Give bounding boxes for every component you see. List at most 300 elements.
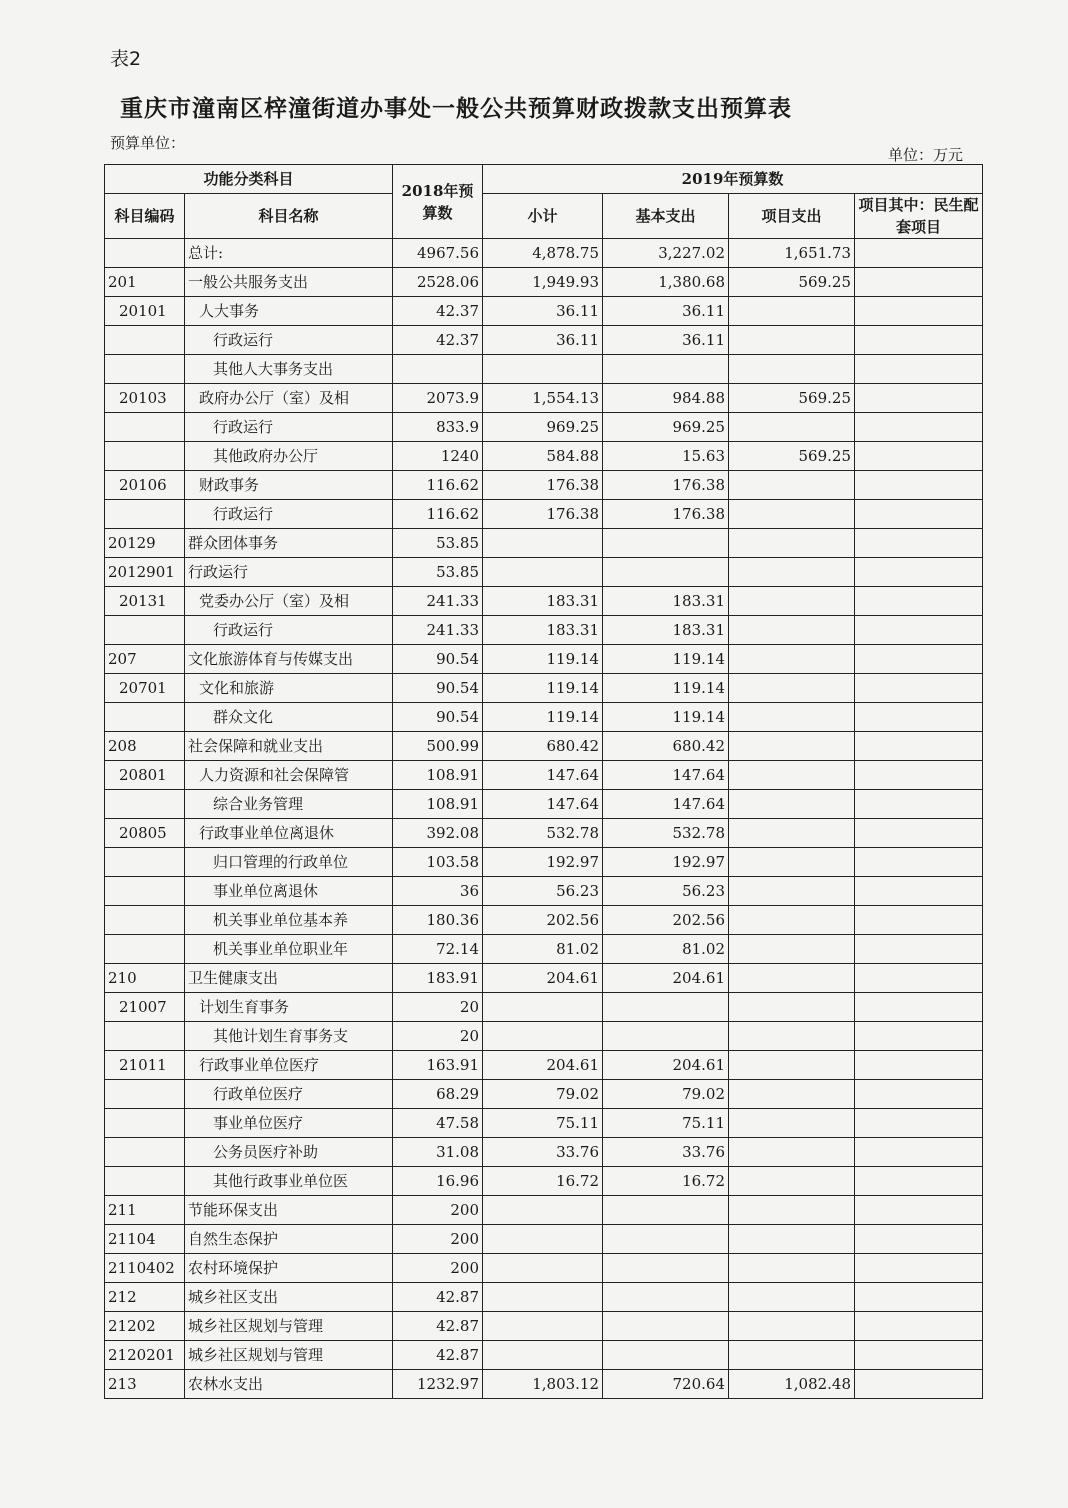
subject-code-cell	[105, 1109, 185, 1138]
basic-expenditure-cell: 204.61	[603, 964, 729, 993]
subject-code-cell	[105, 1138, 185, 1167]
table-row	[105, 1109, 983, 1138]
basic-expenditure-cell: 16.72	[603, 1167, 729, 1196]
livelihood-project-cell	[855, 761, 983, 790]
table-row	[105, 239, 983, 268]
subject-name-cell: 其他人大事务支出	[185, 355, 393, 384]
subtotal-2019-cell: 176.38	[483, 471, 603, 500]
project-expenditure-cell: 569.25	[729, 268, 855, 297]
subtotal-2019-cell: 147.64	[483, 761, 603, 790]
header-livelihood-project: 项目其中：民生配套项目	[855, 194, 983, 239]
project-expenditure-cell	[729, 500, 855, 529]
table-row	[105, 471, 983, 500]
basic-expenditure-cell	[603, 1196, 729, 1225]
subtotal-2019-cell: 1,554.13	[483, 384, 603, 413]
basic-expenditure-cell: 56.23	[603, 877, 729, 906]
subject-name-cell: 事业单位医疗	[185, 1109, 393, 1138]
budget-2018-cell: 108.91	[393, 790, 483, 819]
subject-code-cell	[105, 1022, 185, 1051]
table-row	[105, 1283, 983, 1312]
livelihood-project-cell	[855, 471, 983, 500]
table-row	[105, 1167, 983, 1196]
livelihood-project-cell	[855, 906, 983, 935]
project-expenditure-cell	[729, 297, 855, 326]
table-row	[105, 761, 983, 790]
subject-code-cell	[105, 1167, 185, 1196]
subject-name-cell: 文化和旅游	[185, 674, 393, 703]
livelihood-project-cell	[855, 1022, 983, 1051]
basic-expenditure-cell	[603, 1022, 729, 1051]
subtotal-2019-cell	[483, 1196, 603, 1225]
budget-2018-cell: 200	[393, 1225, 483, 1254]
subtotal-2019-cell: 183.31	[483, 587, 603, 616]
livelihood-project-cell	[855, 355, 983, 384]
table-row	[105, 790, 983, 819]
basic-expenditure-cell: 15.63	[603, 442, 729, 471]
livelihood-project-cell	[855, 1312, 983, 1341]
livelihood-project-cell	[855, 1138, 983, 1167]
livelihood-project-cell	[855, 993, 983, 1022]
livelihood-project-cell	[855, 500, 983, 529]
subtotal-2019-cell	[483, 1254, 603, 1283]
table-row	[105, 1080, 983, 1109]
budget-2018-cell: 833.9	[393, 413, 483, 442]
subject-name-cell: 农林水支出	[185, 1370, 393, 1399]
subject-code-cell	[105, 703, 185, 732]
subject-name-cell: 城乡社区支出	[185, 1283, 393, 1312]
basic-expenditure-cell: 204.61	[603, 1051, 729, 1080]
basic-expenditure-cell: 119.14	[603, 645, 729, 674]
table-row	[105, 500, 983, 529]
project-expenditure-cell	[729, 616, 855, 645]
header-subject-name: 科目名称	[185, 194, 393, 239]
subject-name-cell: 机关事业单位职业年	[185, 935, 393, 964]
basic-expenditure-cell: 119.14	[603, 674, 729, 703]
table-row	[105, 848, 983, 877]
table-row	[105, 964, 983, 993]
basic-expenditure-cell	[603, 1312, 729, 1341]
basic-expenditure-cell: 119.14	[603, 703, 729, 732]
subtotal-2019-cell: 1,949.93	[483, 268, 603, 297]
subject-name-cell: 政府办公厅（室）及相	[185, 384, 393, 413]
subtotal-2019-cell: 79.02	[483, 1080, 603, 1109]
livelihood-project-cell	[855, 1167, 983, 1196]
budget-2018-cell: 68.29	[393, 1080, 483, 1109]
subject-name-cell: 机关事业单位基本养	[185, 906, 393, 935]
subtotal-2019-cell: 36.11	[483, 297, 603, 326]
budget-2018-cell: 20	[393, 993, 483, 1022]
subject-name-cell: 行政事业单位医疗	[185, 1051, 393, 1080]
budget-2018-cell: 47.58	[393, 1109, 483, 1138]
livelihood-project-cell	[855, 239, 983, 268]
subtotal-2019-cell	[483, 558, 603, 587]
budget-2018-cell: 163.91	[393, 1051, 483, 1080]
subject-name-cell: 总计:	[185, 239, 393, 268]
subject-code-cell: 20131	[105, 587, 185, 616]
subtotal-2019-cell	[483, 529, 603, 558]
subtotal-2019-cell	[483, 1225, 603, 1254]
subject-code-cell: 2012901	[105, 558, 185, 587]
livelihood-project-cell	[855, 1051, 983, 1080]
basic-expenditure-cell: 3,227.02	[603, 239, 729, 268]
basic-expenditure-cell: 176.38	[603, 500, 729, 529]
subject-name-cell: 城乡社区规划与管理	[185, 1312, 393, 1341]
table-row	[105, 442, 983, 471]
budget-table-body	[105, 239, 983, 1399]
basic-expenditure-cell: 532.78	[603, 819, 729, 848]
basic-expenditure-cell: 183.31	[603, 616, 729, 645]
table-row	[105, 616, 983, 645]
budget-2018-cell: 241.33	[393, 616, 483, 645]
budget-2018-cell: 116.62	[393, 500, 483, 529]
budget-2018-cell	[393, 355, 483, 384]
subtotal-2019-cell: 119.14	[483, 674, 603, 703]
basic-expenditure-cell: 81.02	[603, 935, 729, 964]
project-expenditure-cell	[729, 993, 855, 1022]
subtotal-2019-cell: 202.56	[483, 906, 603, 935]
header-2018-budget: 2018年预算数	[393, 165, 483, 239]
header-2019-budget: 2019年预算数	[483, 165, 983, 194]
header-subject-code: 科目编码	[105, 194, 185, 239]
project-expenditure-cell	[729, 529, 855, 558]
subject-name-cell: 其他行政事业单位医	[185, 1167, 393, 1196]
subtotal-2019-cell: 119.14	[483, 703, 603, 732]
project-expenditure-cell	[729, 964, 855, 993]
livelihood-project-cell	[855, 1196, 983, 1225]
subject-code-cell	[105, 239, 185, 268]
table-row	[105, 1370, 983, 1399]
project-expenditure-cell	[729, 558, 855, 587]
subject-name-cell: 其他政府办公厅	[185, 442, 393, 471]
basic-expenditure-cell	[603, 1341, 729, 1370]
subject-name-cell: 行政运行	[185, 413, 393, 442]
project-expenditure-cell	[729, 761, 855, 790]
budget-2018-cell: 42.87	[393, 1341, 483, 1370]
livelihood-project-cell	[855, 529, 983, 558]
livelihood-project-cell	[855, 645, 983, 674]
livelihood-project-cell	[855, 1109, 983, 1138]
project-expenditure-cell	[729, 906, 855, 935]
subject-code-cell: 21202	[105, 1312, 185, 1341]
header-project-expenditure: 项目支出	[729, 194, 855, 239]
project-expenditure-cell	[729, 326, 855, 355]
budget-2018-cell: 200	[393, 1196, 483, 1225]
basic-expenditure-cell	[603, 558, 729, 587]
subtotal-2019-cell: 680.42	[483, 732, 603, 761]
project-expenditure-cell	[729, 848, 855, 877]
budget-2018-cell: 36	[393, 877, 483, 906]
subtotal-2019-cell: 192.97	[483, 848, 603, 877]
basic-expenditure-cell	[603, 529, 729, 558]
table-row	[105, 645, 983, 674]
subtotal-2019-cell: 204.61	[483, 1051, 603, 1080]
table-row	[105, 558, 983, 587]
livelihood-project-cell	[855, 1283, 983, 1312]
basic-expenditure-cell: 75.11	[603, 1109, 729, 1138]
project-expenditure-cell	[729, 587, 855, 616]
subject-code-cell	[105, 326, 185, 355]
header-basic-expenditure: 基本支出	[603, 194, 729, 239]
livelihood-project-cell	[855, 384, 983, 413]
subtotal-2019-cell	[483, 355, 603, 384]
budget-2018-cell: 241.33	[393, 587, 483, 616]
basic-expenditure-cell	[603, 1254, 729, 1283]
table-row	[105, 703, 983, 732]
subject-code-cell: 211	[105, 1196, 185, 1225]
budget-2018-cell: 42.37	[393, 326, 483, 355]
table-row	[105, 993, 983, 1022]
subject-name-cell: 农村环境保护	[185, 1254, 393, 1283]
subtotal-2019-cell: 147.64	[483, 790, 603, 819]
subject-code-cell: 208	[105, 732, 185, 761]
project-expenditure-cell	[729, 703, 855, 732]
subject-name-cell: 群众文化	[185, 703, 393, 732]
project-expenditure-cell	[729, 471, 855, 500]
basic-expenditure-cell	[603, 1225, 729, 1254]
basic-expenditure-cell: 79.02	[603, 1080, 729, 1109]
table-row	[105, 1225, 983, 1254]
basic-expenditure-cell: 36.11	[603, 326, 729, 355]
livelihood-project-cell	[855, 1254, 983, 1283]
table-row	[105, 935, 983, 964]
project-expenditure-cell	[729, 413, 855, 442]
basic-expenditure-cell: 176.38	[603, 471, 729, 500]
table-row	[105, 268, 983, 297]
budget-unit-label: 预算单位：	[110, 134, 186, 152]
basic-expenditure-cell	[603, 1283, 729, 1312]
subtotal-2019-cell: 81.02	[483, 935, 603, 964]
subject-code-cell: 20801	[105, 761, 185, 790]
subject-code-cell	[105, 877, 185, 906]
project-expenditure-cell	[729, 1225, 855, 1254]
table-row	[105, 819, 983, 848]
subtotal-2019-cell: 969.25	[483, 413, 603, 442]
table-row	[105, 529, 983, 558]
subject-code-cell	[105, 906, 185, 935]
subject-name-cell: 行政运行	[185, 616, 393, 645]
subtotal-2019-cell: 176.38	[483, 500, 603, 529]
project-expenditure-cell: 1,651.73	[729, 239, 855, 268]
budget-2018-cell: 72.14	[393, 935, 483, 964]
subject-name-cell: 社会保障和就业支出	[185, 732, 393, 761]
subtotal-2019-cell	[483, 1283, 603, 1312]
budget-2018-cell: 90.54	[393, 674, 483, 703]
table-row	[105, 1196, 983, 1225]
livelihood-project-cell	[855, 819, 983, 848]
page-title: 重庆市潼南区梓潼街道办事处一般公共预算财政拨款支出预算表	[120, 95, 792, 122]
livelihood-project-cell	[855, 1341, 983, 1370]
subject-name-cell: 财政事务	[185, 471, 393, 500]
subject-code-cell: 21104	[105, 1225, 185, 1254]
basic-expenditure-cell: 1,380.68	[603, 268, 729, 297]
subject-code-cell: 20103	[105, 384, 185, 413]
table-row	[105, 587, 983, 616]
subject-code-cell: 210	[105, 964, 185, 993]
budget-table	[104, 164, 983, 1399]
subtotal-2019-cell: 4,878.75	[483, 239, 603, 268]
basic-expenditure-cell: 720.64	[603, 1370, 729, 1399]
project-expenditure-cell	[729, 877, 855, 906]
project-expenditure-cell	[729, 1022, 855, 1051]
subtotal-2019-cell: 119.14	[483, 645, 603, 674]
subject-name-cell: 公务员医疗补助	[185, 1138, 393, 1167]
livelihood-project-cell	[855, 587, 983, 616]
budget-2018-cell: 42.87	[393, 1312, 483, 1341]
subject-name-cell: 其他计划生育事务支	[185, 1022, 393, 1051]
basic-expenditure-cell: 36.11	[603, 297, 729, 326]
subject-code-cell	[105, 848, 185, 877]
project-expenditure-cell	[729, 1109, 855, 1138]
table-row	[105, 384, 983, 413]
basic-expenditure-cell: 33.76	[603, 1138, 729, 1167]
subject-code-cell	[105, 616, 185, 645]
table-row	[105, 877, 983, 906]
subject-code-cell: 20106	[105, 471, 185, 500]
project-expenditure-cell	[729, 1196, 855, 1225]
budget-2018-cell: 20	[393, 1022, 483, 1051]
project-expenditure-cell	[729, 1080, 855, 1109]
livelihood-project-cell	[855, 442, 983, 471]
subject-code-cell	[105, 442, 185, 471]
currency-unit-label: 单位：万元	[888, 146, 964, 164]
budget-2018-cell: 42.87	[393, 1283, 483, 1312]
livelihood-project-cell	[855, 326, 983, 355]
subject-name-cell: 行政事业单位离退休	[185, 819, 393, 848]
subtotal-2019-cell: 584.88	[483, 442, 603, 471]
subject-name-cell: 综合业务管理	[185, 790, 393, 819]
basic-expenditure-cell: 680.42	[603, 732, 729, 761]
budget-2018-cell: 2528.06	[393, 268, 483, 297]
subtotal-2019-cell	[483, 1341, 603, 1370]
subtotal-2019-cell	[483, 1312, 603, 1341]
subject-name-cell: 人大事务	[185, 297, 393, 326]
subtotal-2019-cell: 33.76	[483, 1138, 603, 1167]
budget-2018-cell: 53.85	[393, 558, 483, 587]
subtotal-2019-cell: 36.11	[483, 326, 603, 355]
livelihood-project-cell	[855, 964, 983, 993]
budget-2018-cell: 90.54	[393, 703, 483, 732]
subject-code-cell: 201	[105, 268, 185, 297]
subject-code-cell: 20101	[105, 297, 185, 326]
livelihood-project-cell	[855, 1080, 983, 1109]
subject-code-cell: 2110402	[105, 1254, 185, 1283]
subtotal-2019-cell: 532.78	[483, 819, 603, 848]
basic-expenditure-cell	[603, 993, 729, 1022]
project-expenditure-cell	[729, 674, 855, 703]
budget-2018-cell: 42.37	[393, 297, 483, 326]
subtotal-2019-cell: 56.23	[483, 877, 603, 906]
budget-2018-cell: 1240	[393, 442, 483, 471]
subtotal-2019-cell: 16.72	[483, 1167, 603, 1196]
budget-2018-cell: 2073.9	[393, 384, 483, 413]
basic-expenditure-cell: 192.97	[603, 848, 729, 877]
budget-2018-cell: 31.08	[393, 1138, 483, 1167]
subject-name-cell: 行政运行	[185, 558, 393, 587]
table-row	[105, 906, 983, 935]
project-expenditure-cell	[729, 935, 855, 964]
basic-expenditure-cell: 969.25	[603, 413, 729, 442]
project-expenditure-cell	[729, 355, 855, 384]
table-row	[105, 1051, 983, 1080]
header-function-classification: 功能分类科目	[105, 165, 393, 194]
project-expenditure-cell	[729, 1341, 855, 1370]
livelihood-project-cell	[855, 616, 983, 645]
table-row	[105, 297, 983, 326]
budget-2018-cell: 500.99	[393, 732, 483, 761]
livelihood-project-cell	[855, 413, 983, 442]
subtotal-2019-cell: 204.61	[483, 964, 603, 993]
subject-code-cell: 213	[105, 1370, 185, 1399]
table-row	[105, 732, 983, 761]
header-subtotal: 小计	[483, 194, 603, 239]
subject-name-cell: 计划生育事务	[185, 993, 393, 1022]
subject-code-cell: 21011	[105, 1051, 185, 1080]
basic-expenditure-cell: 202.56	[603, 906, 729, 935]
budget-2018-cell: 116.62	[393, 471, 483, 500]
livelihood-project-cell	[855, 1225, 983, 1254]
subject-name-cell: 文化旅游体育与传媒支出	[185, 645, 393, 674]
subject-name-cell: 人力资源和社会保障管	[185, 761, 393, 790]
project-expenditure-cell	[729, 1167, 855, 1196]
table-row	[105, 1341, 983, 1370]
table-row	[105, 1138, 983, 1167]
table-row	[105, 326, 983, 355]
table-row	[105, 1254, 983, 1283]
basic-expenditure-cell: 183.31	[603, 587, 729, 616]
subject-name-cell: 归口管理的行政单位	[185, 848, 393, 877]
subject-code-cell: 20701	[105, 674, 185, 703]
budget-2018-cell: 4967.56	[393, 239, 483, 268]
project-expenditure-cell: 1,082.48	[729, 1370, 855, 1399]
subject-code-cell: 21007	[105, 993, 185, 1022]
basic-expenditure-cell	[603, 355, 729, 384]
subject-name-cell: 行政运行	[185, 326, 393, 355]
subject-code-cell	[105, 1080, 185, 1109]
livelihood-project-cell	[855, 703, 983, 732]
subject-name-cell: 卫生健康支出	[185, 964, 393, 993]
project-expenditure-cell	[729, 1051, 855, 1080]
livelihood-project-cell	[855, 268, 983, 297]
subject-name-cell: 节能环保支出	[185, 1196, 393, 1225]
budget-2018-cell: 180.36	[393, 906, 483, 935]
subject-code-cell	[105, 355, 185, 384]
project-expenditure-cell	[729, 1283, 855, 1312]
livelihood-project-cell	[855, 877, 983, 906]
budget-2018-cell: 16.96	[393, 1167, 483, 1196]
budget-2018-cell: 108.91	[393, 761, 483, 790]
budget-2018-cell: 53.85	[393, 529, 483, 558]
budget-2018-cell: 392.08	[393, 819, 483, 848]
project-expenditure-cell	[729, 1138, 855, 1167]
subject-name-cell: 行政单位医疗	[185, 1080, 393, 1109]
subject-code-cell	[105, 500, 185, 529]
basic-expenditure-cell: 147.64	[603, 790, 729, 819]
subject-code-cell	[105, 790, 185, 819]
basic-expenditure-cell: 984.88	[603, 384, 729, 413]
livelihood-project-cell	[855, 848, 983, 877]
project-expenditure-cell: 569.25	[729, 442, 855, 471]
table-row	[105, 1022, 983, 1051]
subject-code-cell: 207	[105, 645, 185, 674]
livelihood-project-cell	[855, 674, 983, 703]
project-expenditure-cell	[729, 645, 855, 674]
subtotal-2019-cell	[483, 993, 603, 1022]
project-expenditure-cell: 569.25	[729, 384, 855, 413]
livelihood-project-cell	[855, 1370, 983, 1399]
subject-name-cell: 行政运行	[185, 500, 393, 529]
basic-expenditure-cell: 147.64	[603, 761, 729, 790]
subtotal-2019-cell: 75.11	[483, 1109, 603, 1138]
